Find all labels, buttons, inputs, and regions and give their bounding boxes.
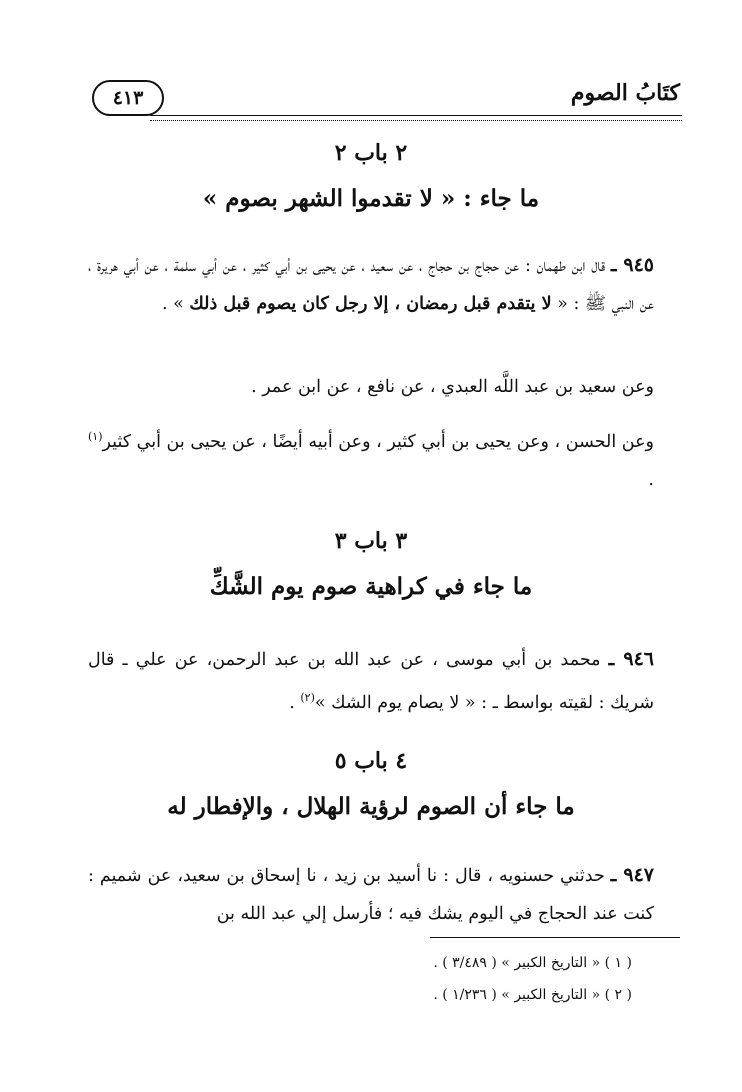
hadith-text: لا يتقدم قبل رمضان ، إلا رجل كان يصوم قبل ذلك xyxy=(189,294,552,314)
hadith-entry-945 xyxy=(88,246,654,323)
chain-paragraph: وعن سعيد بن عبد اللَّه العبدي ، عن نافع ، عن ابن عمر . xyxy=(251,377,654,397)
entry-number: ٩٤٦ ـ xyxy=(608,648,654,670)
header-rule xyxy=(150,115,682,121)
chapter-title: ما جاء : « لا تقدموا الشهر بصوم » xyxy=(202,185,540,212)
hadith-entry-947 xyxy=(88,856,654,933)
footnote-rule xyxy=(430,937,680,938)
footnote-ref: (٢) xyxy=(300,691,315,704)
footnote: ( ١ ) « التاريخ الكبير » ( ٣/٤٨٩ ) . xyxy=(433,955,632,971)
running-title: كتَابُ الصوم xyxy=(570,80,680,106)
hadith-entry-946 xyxy=(88,640,654,722)
entry-number: ٩٤٥ ـ xyxy=(610,254,654,276)
chapter-heading: ٢ باب ٢ xyxy=(334,140,408,166)
entry-text: قال ابن طهمان : عن حجاج بن حجاج ، عن سعيد ، عن يحيى بن أبي كثير ، عن أبي سلمة ، عن أبي هريرة ، عن النبي ﷺ : « xyxy=(88,256,654,314)
entry-text: وعن الحسن ، وعن يحيى بن أبي كثير ، وعن أبيه أيضًا ، عن يحيى بن أبي كثير xyxy=(102,431,654,452)
entry-end: . xyxy=(289,692,301,713)
chain-paragraph xyxy=(88,418,654,499)
entry-end: » . xyxy=(161,294,190,314)
entry-text: حدثني حسنويه ، قال : نا أسيد بن زيد ، نا إسحاق بن سعيد، عن شميم : كنت عند الحجاج في اليوم يشك فيه ؛ فأرسل إلي عبد الله بن xyxy=(88,866,654,924)
footnote-ref: (١) xyxy=(88,430,103,443)
entry-number: ٩٤٧ ـ xyxy=(610,864,654,886)
chapter-title: ما جاء في كراهية صوم يوم الشَّكِّ xyxy=(209,573,533,600)
page-number: ٤١٣ xyxy=(92,80,164,116)
chapter-heading: ٣ باب ٣ xyxy=(334,528,408,554)
footnote: ( ٢ ) « التاريخ الكبير » ( ١/٢٣٦ ) . xyxy=(433,987,632,1003)
entry-text: محمد بن أبي موسى ، عن عبد الله بن عبد الرحمن، عن علي ـ قال شريك : لقيته بواسط ـ : « لا يصام يوم الشك » xyxy=(88,650,654,713)
chapter-title: ما جاء أن الصوم لرؤية الهلال ، والإفطار له xyxy=(167,793,575,820)
entry-end: . xyxy=(648,469,654,490)
chapter-heading: ٤ باب ٥ xyxy=(334,748,408,774)
